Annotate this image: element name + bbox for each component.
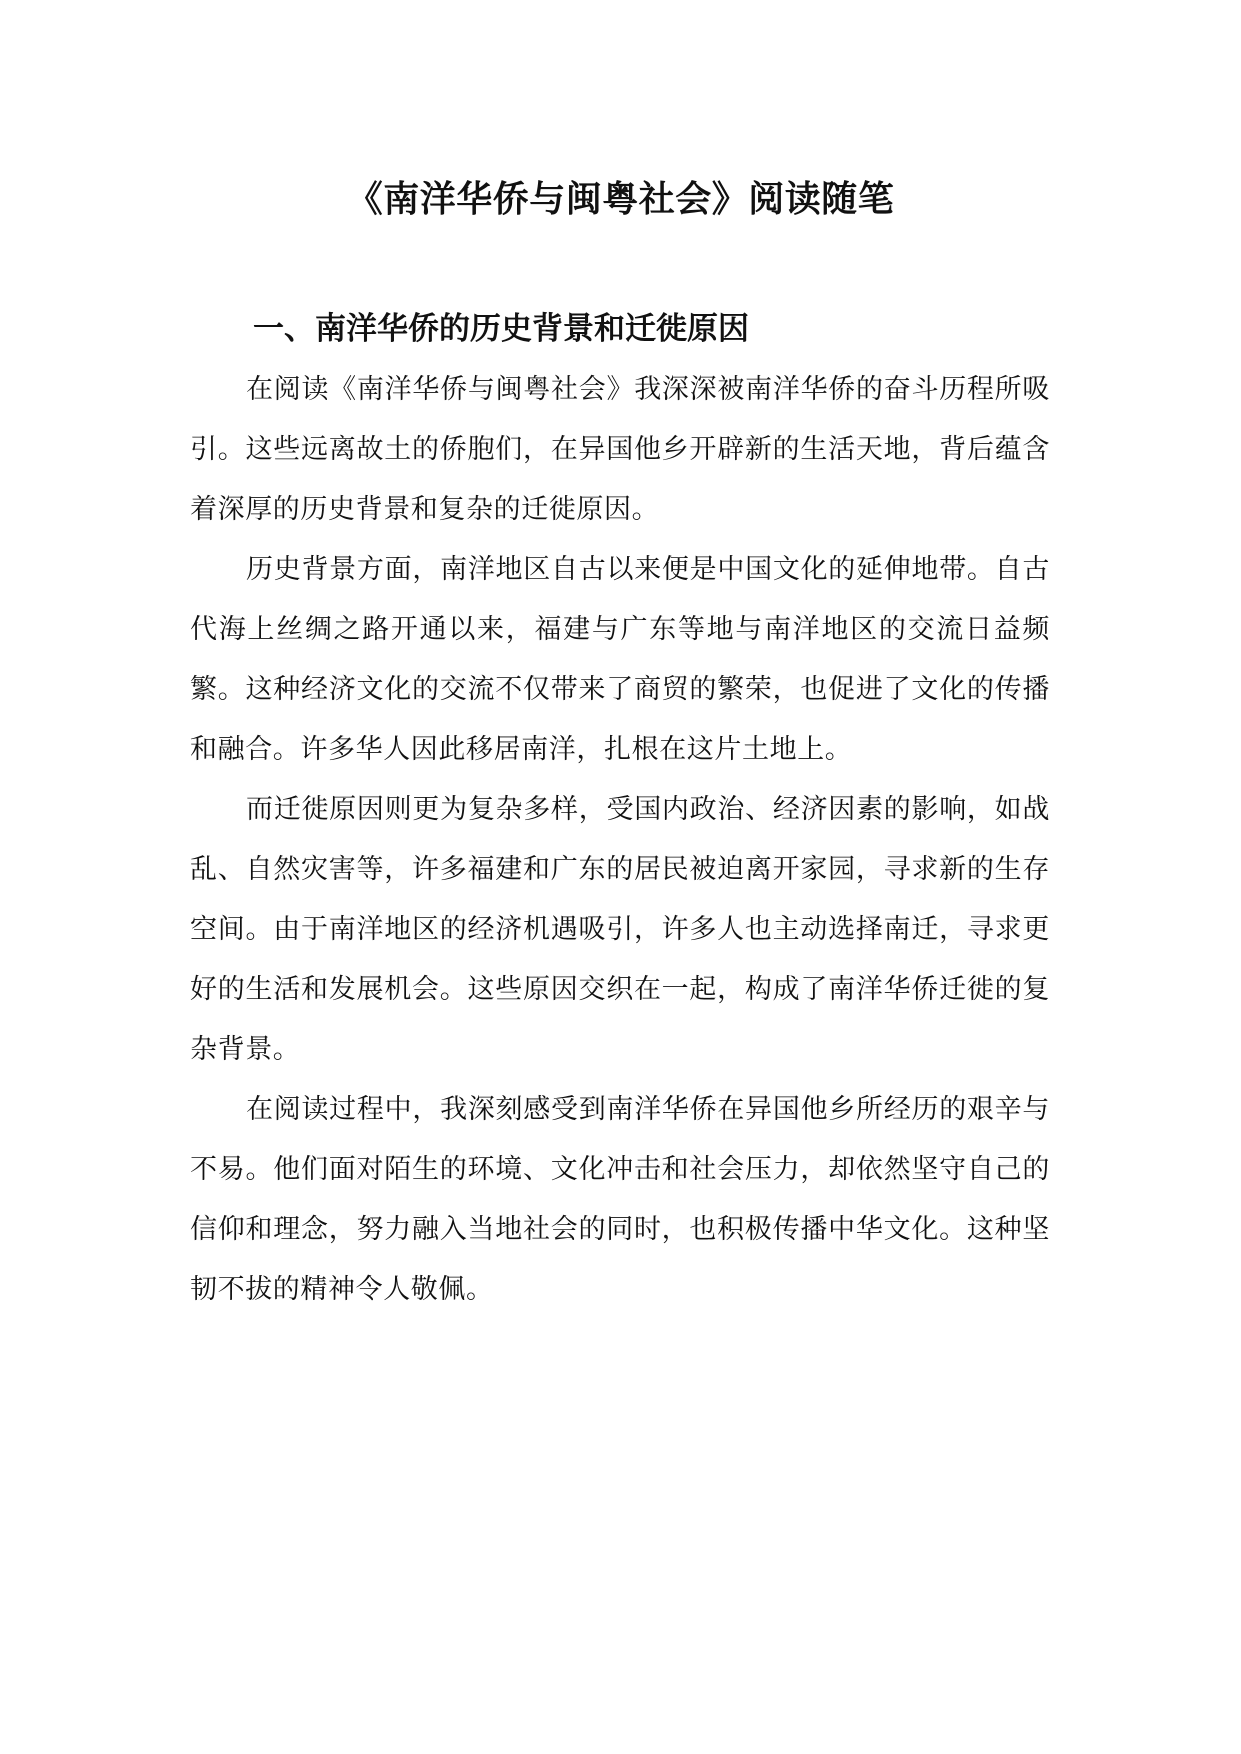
document-body [190, 360, 1050, 1320]
paragraph-2: 历史背景方面，南洋地区自古以来便是中国文化的延伸地带。自古代海上丝绸之路开通以来，福建与广东等地与南洋地区的交流日益频繁。这种经济文化的交流不仅带来了商贸的繁荣，也促进了文化的传播和融合。许多华人因此移居南洋，扎根在这片土地上。 [190, 554, 1050, 765]
document-title: 《南洋华侨与闽粤社会》阅读随笔 [346, 178, 895, 221]
section-heading: 一、南洋华侨的历史背景和迁徙原因 [253, 310, 749, 347]
paragraph-3: 而迁徙原因则更为复杂多样，受国内政治、经济因素的影响，如战乱、自然灾害等，许多福建和广东的居民被迫离开家园，寻求新的生存空间。由于南洋地区的经济机遇吸引，许多人也主动选择南迁，寻求更好的生活和发展机会。这些原因交织在一起，构成了南洋华侨迁徙的复杂背景。 [190, 794, 1050, 1065]
paragraph-4: 在阅读过程中，我深刻感受到南洋华侨在异国他乡所经历的艰辛与不易。他们面对陌生的环境、文化冲击和社会压力，却依然坚守自己的信仰和理念，努力融入当地社会的同时，也积极传播中华文化。这种坚韧不拔的精神令人敬佩。 [190, 1094, 1050, 1305]
paragraph-1: 在阅读《南洋华侨与闽粤社会》我深深被南洋华侨的奋斗历程所吸引。这些远离故土的侨胞们，在异国他乡开辟新的生活天地，背后蕴含着深厚的历史背景和复杂的迁徙原因。 [190, 374, 1050, 525]
